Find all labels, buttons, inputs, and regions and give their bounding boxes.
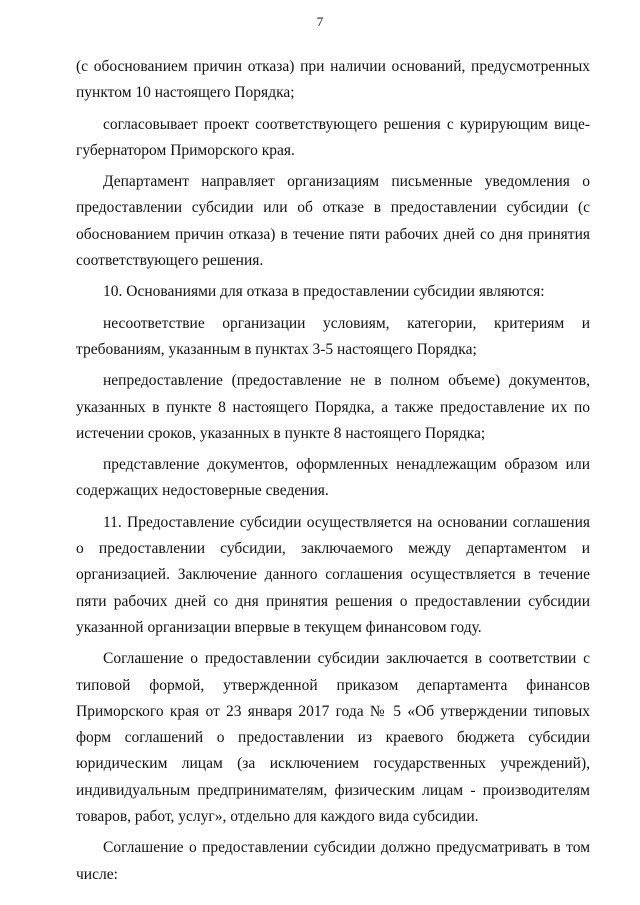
paragraph-2: согласовывает проект соответствующего решения с курирующим вице-губернатором Приморского края. (76, 115, 590, 159)
paragraph-10: Соглашение о предоставлении субсидии должно предусматривать в том числе: (76, 839, 590, 883)
paragraph-5: несоответствие организации условиям, категории, критериям и требованиям, указанным в пунктах 3-5 настоящего Порядка; (76, 314, 590, 358)
document-body (76, 54, 590, 893)
page-number: 7 (316, 14, 324, 29)
paragraph-1: (с обоснованием причин отказа) при наличии оснований, предусмотренных пунктом 10 настоящего Порядка; (76, 58, 590, 102)
paragraph-6: непредоставление (предоставление не в полном объеме) документов, указанных в пункте 8 настоящего Порядка, а также предоставление их по истечении сроков, указанных в пункте 8 настоящего Порядка; (76, 372, 590, 442)
paragraph-4: 10. Основаниями для отказа в предоставлении субсидии являются: (103, 283, 545, 301)
paragraph-9: Соглашение о предоставлении субсидии заключается в соответствии с типовой формой, утвержденной приказом департамента финансов Приморского края от 23 января 2017 года № 5 «Об утверждении типовых форм соглашений о предоставлении из краевого бюджета субсидии юридическим лицам (за исключением государственных учреждений), индивидуальным предпринимателям, физическим лицам - производителям товаров, работ, услуг», отдельно для каждого вида субсидии. (76, 650, 590, 826)
paragraph-8: 11. Предоставление субсидии осуществляется на основании соглашения о предоставлении субсидии, заключаемого между департаментом и организацией. Заключение данного соглашения осуществляется в течение пяти рабочих дней со дня принятия решения о предоставлении субсидии указанной организации впервые в текущем финансовом году. (76, 513, 590, 636)
paragraph-3: Департамент направляет организациям письменные уведомления о предоставлении субсидии или об отказе в предоставлении субсидии (с обоснованием причин отказа) в течение пяти рабочих дней со дня принятия соответствующего решения. (76, 173, 590, 270)
paragraph-7: представление документов, оформленных ненадлежащим образом или содержащих недостоверные сведения. (76, 456, 590, 500)
